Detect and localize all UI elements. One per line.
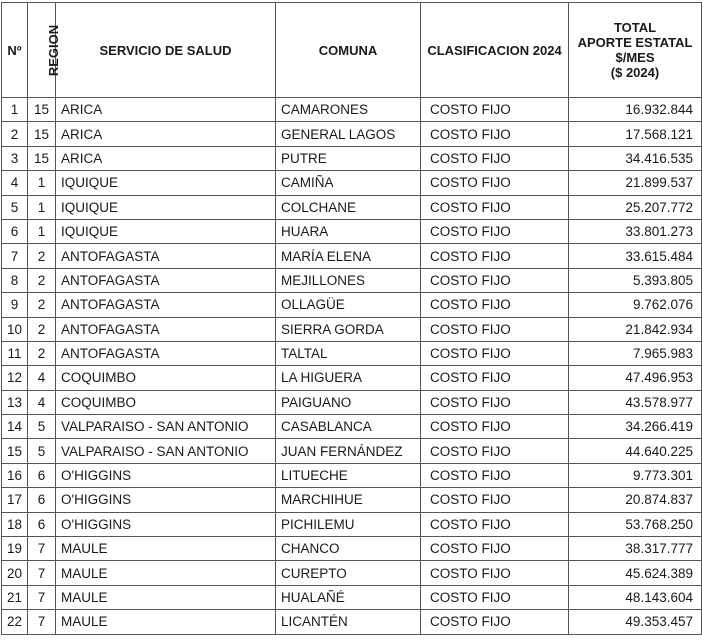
- cell-servicio: ANTOFAGASTA: [56, 293, 276, 317]
- cell-clasificacion: COSTO FIJO: [421, 439, 569, 463]
- cell-region: 6: [28, 463, 56, 487]
- cell-comuna: PAIGUANO: [276, 390, 421, 414]
- cell-total: 34.266.419: [569, 415, 702, 439]
- cell-clasificacion: COSTO FIJO: [421, 122, 569, 146]
- cell-servicio: ANTOFAGASTA: [56, 341, 276, 365]
- cell-total: 34.416.535: [569, 146, 702, 170]
- cell-servicio: COQUIMBO: [56, 390, 276, 414]
- cell-clasificacion: COSTO FIJO: [421, 219, 569, 243]
- table-row: [2, 98, 702, 122]
- cell-region: 1: [28, 195, 56, 219]
- cell-no: 18: [2, 512, 28, 536]
- cell-no: 12: [2, 366, 28, 390]
- cell-clasificacion: COSTO FIJO: [421, 512, 569, 536]
- cell-comuna: CASABLANCA: [276, 415, 421, 439]
- cell-no: 14: [2, 415, 28, 439]
- cell-total: 45.624.389: [569, 561, 702, 585]
- table-row: [2, 537, 702, 561]
- cell-comuna: COLCHANE: [276, 195, 421, 219]
- cell-region: 15: [28, 98, 56, 122]
- cell-clasificacion: COSTO FIJO: [421, 488, 569, 512]
- cell-servicio: VALPARAISO - SAN ANTONIO: [56, 439, 276, 463]
- cell-clasificacion: COSTO FIJO: [421, 244, 569, 268]
- table-row: [2, 268, 702, 292]
- cell-servicio: ARICA: [56, 98, 276, 122]
- cell-region: 15: [28, 122, 56, 146]
- table-row: [2, 390, 702, 414]
- table-row: [2, 122, 702, 146]
- table-row: [2, 512, 702, 536]
- cell-servicio: ARICA: [56, 122, 276, 146]
- cell-no: 8: [2, 268, 28, 292]
- table-row: [2, 244, 702, 268]
- table-row: [2, 610, 702, 634]
- cell-clasificacion: COSTO FIJO: [421, 98, 569, 122]
- table-row: [2, 195, 702, 219]
- cell-comuna: PICHILEMU: [276, 512, 421, 536]
- table-row: [2, 463, 702, 487]
- cell-region: 2: [28, 341, 56, 365]
- header-region-label: REGION: [46, 24, 62, 76]
- cell-region: 15: [28, 146, 56, 170]
- cell-no: 4: [2, 171, 28, 195]
- cell-no: 2: [2, 122, 28, 146]
- cell-total: 9.773.301: [569, 463, 702, 487]
- cell-comuna: GENERAL LAGOS: [276, 122, 421, 146]
- cell-clasificacion: COSTO FIJO: [421, 390, 569, 414]
- cell-comuna: TALTAL: [276, 341, 421, 365]
- cell-no: 7: [2, 244, 28, 268]
- header-total: [569, 3, 702, 98]
- cell-region: 7: [28, 561, 56, 585]
- header-total-line: $/MES: [615, 50, 655, 65]
- cell-no: 5: [2, 195, 28, 219]
- table-row: [2, 146, 702, 170]
- cell-no: 10: [2, 317, 28, 341]
- cell-no: 17: [2, 488, 28, 512]
- cell-total: 17.568.121: [569, 122, 702, 146]
- cell-region: 6: [28, 512, 56, 536]
- cell-servicio: MAULE: [56, 561, 276, 585]
- table-row: [2, 171, 702, 195]
- cell-clasificacion: COSTO FIJO: [421, 537, 569, 561]
- cell-total: 21.899.537: [569, 171, 702, 195]
- cell-region: 4: [28, 390, 56, 414]
- cell-total: 44.640.225: [569, 439, 702, 463]
- cell-servicio: IQUIQUE: [56, 219, 276, 243]
- cell-total: 33.615.484: [569, 244, 702, 268]
- cell-comuna: CAMIÑA: [276, 171, 421, 195]
- cell-clasificacion: COSTO FIJO: [421, 561, 569, 585]
- cell-total: 53.768.250: [569, 512, 702, 536]
- cell-region: 7: [28, 610, 56, 634]
- cell-clasificacion: COSTO FIJO: [421, 341, 569, 365]
- cell-no: 21: [2, 585, 28, 609]
- cell-total: 21.842.934: [569, 317, 702, 341]
- header-row: [2, 3, 702, 98]
- cell-comuna: MARÍA ELENA: [276, 244, 421, 268]
- cell-comuna: HUARA: [276, 219, 421, 243]
- cell-clasificacion: COSTO FIJO: [421, 195, 569, 219]
- cell-region: 7: [28, 585, 56, 609]
- cell-total: 43.578.977: [569, 390, 702, 414]
- cell-no: 22: [2, 610, 28, 634]
- cell-clasificacion: COSTO FIJO: [421, 171, 569, 195]
- cell-clasificacion: COSTO FIJO: [421, 268, 569, 292]
- table-row: [2, 219, 702, 243]
- cell-total: 33.801.273: [569, 219, 702, 243]
- cell-servicio: IQUIQUE: [56, 171, 276, 195]
- table-row: [2, 317, 702, 341]
- header-total-line: APORTE ESTATAL: [577, 35, 693, 50]
- aporte-estatal-table: [1, 2, 702, 635]
- table-row: [2, 293, 702, 317]
- cell-region: 1: [28, 219, 56, 243]
- cell-comuna: MARCHIHUE: [276, 488, 421, 512]
- cell-clasificacion: COSTO FIJO: [421, 317, 569, 341]
- cell-comuna: HUALAÑÉ: [276, 585, 421, 609]
- cell-comuna: CHANCO: [276, 537, 421, 561]
- cell-servicio: IQUIQUE: [56, 195, 276, 219]
- header-no: Nº: [2, 3, 28, 98]
- cell-total: 20.874.837: [569, 488, 702, 512]
- cell-no: 3: [2, 146, 28, 170]
- cell-comuna: LITUECHE: [276, 463, 421, 487]
- cell-no: 15: [2, 439, 28, 463]
- cell-total: 49.353.457: [569, 610, 702, 634]
- cell-comuna: CUREPTO: [276, 561, 421, 585]
- table-row: [2, 561, 702, 585]
- cell-comuna: MEJILLONES: [276, 268, 421, 292]
- table-row: [2, 585, 702, 609]
- cell-region: 2: [28, 293, 56, 317]
- cell-total: 7.965.983: [569, 341, 702, 365]
- cell-clasificacion: COSTO FIJO: [421, 293, 569, 317]
- cell-no: 6: [2, 219, 28, 243]
- cell-total: 9.762.076: [569, 293, 702, 317]
- cell-region: 7: [28, 537, 56, 561]
- cell-total: 38.317.777: [569, 537, 702, 561]
- cell-servicio: VALPARAISO - SAN ANTONIO: [56, 415, 276, 439]
- cell-no: 20: [2, 561, 28, 585]
- header-region: [28, 3, 62, 98]
- cell-comuna: OLLAGÜE: [276, 293, 421, 317]
- cell-servicio: MAULE: [56, 537, 276, 561]
- table-row: [2, 439, 702, 463]
- table-row: [2, 341, 702, 365]
- cell-total: 16.932.844: [569, 98, 702, 122]
- cell-clasificacion: COSTO FIJO: [421, 415, 569, 439]
- header-total-line: ($ 2024): [610, 65, 660, 80]
- cell-servicio: ARICA: [56, 146, 276, 170]
- cell-no: 1: [2, 98, 28, 122]
- header-total-line: TOTAL: [613, 20, 657, 35]
- cell-no: 13: [2, 390, 28, 414]
- cell-servicio: COQUIMBO: [56, 366, 276, 390]
- cell-servicio: ANTOFAGASTA: [56, 268, 276, 292]
- cell-servicio: ANTOFAGASTA: [56, 317, 276, 341]
- cell-comuna: PUTRE: [276, 146, 421, 170]
- header-clasificacion: CLASIFICACION 2024: [421, 3, 569, 98]
- cell-no: 16: [2, 463, 28, 487]
- cell-total: 47.496.953: [569, 366, 702, 390]
- table-row: [2, 415, 702, 439]
- cell-region: 2: [28, 244, 56, 268]
- cell-no: 19: [2, 537, 28, 561]
- cell-servicio: O'HIGGINS: [56, 463, 276, 487]
- cell-region: 6: [28, 488, 56, 512]
- header-comuna: COMUNA: [276, 3, 421, 98]
- cell-comuna: LICANTÉN: [276, 610, 421, 634]
- cell-clasificacion: COSTO FIJO: [421, 366, 569, 390]
- cell-region: 2: [28, 268, 56, 292]
- cell-total: 48.143.604: [569, 585, 702, 609]
- cell-servicio: ANTOFAGASTA: [56, 244, 276, 268]
- cell-total: 25.207.772: [569, 195, 702, 219]
- cell-comuna: CAMARONES: [276, 98, 421, 122]
- table-row: [2, 366, 702, 390]
- cell-no: 11: [2, 341, 28, 365]
- cell-clasificacion: COSTO FIJO: [421, 146, 569, 170]
- cell-servicio: MAULE: [56, 610, 276, 634]
- cell-comuna: JUAN FERNÁNDEZ: [276, 439, 421, 463]
- cell-comuna: SIERRA GORDA: [276, 317, 421, 341]
- cell-clasificacion: COSTO FIJO: [421, 585, 569, 609]
- cell-comuna: LA HIGUERA: [276, 366, 421, 390]
- cell-region: 1: [28, 171, 56, 195]
- table-row: [2, 488, 702, 512]
- cell-servicio: O'HIGGINS: [56, 488, 276, 512]
- cell-region: 5: [28, 439, 56, 463]
- cell-total: 5.393.805: [569, 268, 702, 292]
- cell-no: 9: [2, 293, 28, 317]
- cell-region: 4: [28, 366, 56, 390]
- cell-clasificacion: COSTO FIJO: [421, 610, 569, 634]
- cell-servicio: MAULE: [56, 585, 276, 609]
- cell-clasificacion: COSTO FIJO: [421, 463, 569, 487]
- cell-servicio: O'HIGGINS: [56, 512, 276, 536]
- header-servicio: SERVICIO DE SALUD: [56, 3, 276, 98]
- cell-region: 5: [28, 415, 56, 439]
- cell-region: 2: [28, 317, 56, 341]
